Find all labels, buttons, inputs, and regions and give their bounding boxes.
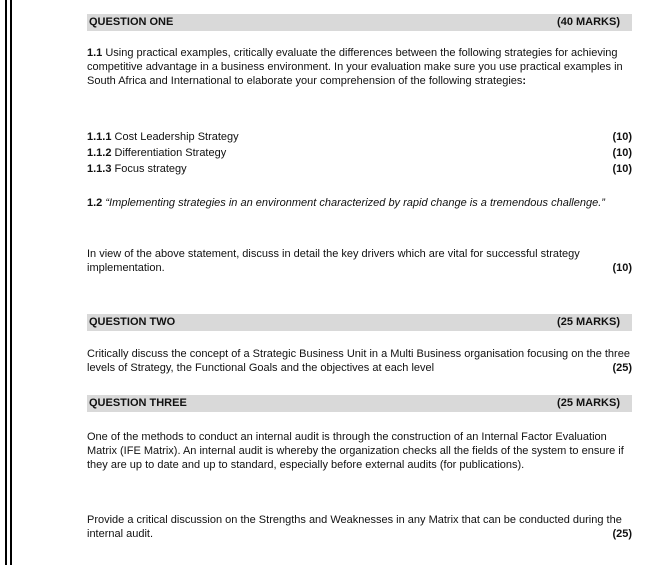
question-three-paragraph-1 bbox=[87, 430, 632, 472]
question-three-paragraph-2 bbox=[87, 513, 632, 541]
sub-number: 1.1.2 bbox=[87, 147, 112, 159]
sub-question-1-1-1 bbox=[87, 130, 632, 144]
colon: : bbox=[522, 75, 527, 87]
question-marks: (25 MARKS) bbox=[557, 397, 620, 409]
sub-marks: (10) bbox=[612, 131, 632, 143]
question-title: QUESTION TWO bbox=[89, 316, 176, 328]
question-two-text bbox=[87, 347, 632, 375]
question-body-marks: (25) bbox=[612, 362, 632, 374]
quote-text: “Implementing strategies in an environment characterized by rapid change is a tremendous challenge.” bbox=[105, 197, 605, 209]
paragraph-text: One of the methods to conduct an internal audit is through the construction of an Internal Factor Evaluation Matrix (IFE Matrix). An internal audit is whereby the organization checks all the fields of the system to ensure if they are up to date and up to standard, especially before external audits (for publications). bbox=[87, 431, 624, 471]
sub-question-1-1-2 bbox=[87, 146, 632, 160]
question-body: Critically discuss the concept of a Strategic Business Unit in a Multi Business organisation focusing on the three levels of Strategy, the Functional Goals and the objectives at each level bbox=[87, 348, 630, 374]
item-text: Using practical examples, critically evaluate the differences between the following strategies for achieving competitive advantage in a business environment. In your evaluation make sure you use practical examples in South Africa and International to elaborate your comprehension of the following strategies bbox=[87, 47, 623, 87]
sub-number: 1.1.1 bbox=[87, 131, 112, 143]
margin-rule-outer bbox=[5, 0, 7, 565]
sub-marks: (10) bbox=[612, 147, 632, 159]
instruction-marks: (10) bbox=[612, 262, 632, 274]
question-1-1-text bbox=[87, 46, 632, 88]
question-title: QUESTION ONE bbox=[89, 16, 174, 28]
question-1-2-quote bbox=[87, 196, 632, 210]
item-number: 1.1 bbox=[87, 47, 103, 59]
sub-number: 1.1.3 bbox=[87, 163, 112, 175]
sub-marks: (10) bbox=[612, 163, 632, 175]
question-marks: (25 MARKS) bbox=[557, 316, 620, 328]
margin-rule-inner bbox=[10, 0, 12, 565]
question-one-header bbox=[87, 14, 632, 31]
paragraph-text: Provide a critical discussion on the Strengths and Weaknesses in any Matrix that can be conducted during the internal audit. bbox=[87, 514, 622, 540]
question-marks: (40 MARKS) bbox=[557, 16, 620, 28]
sub-label: Cost Leadership Strategy bbox=[114, 131, 239, 143]
instruction-text: In view of the above statement, discuss in detail the key drivers which are vital for successful strategy implementation. bbox=[87, 248, 580, 274]
question-three-header bbox=[87, 395, 632, 412]
sub-question-1-1-3 bbox=[87, 162, 632, 176]
sub-label: Focus strategy bbox=[114, 163, 187, 175]
question-title: QUESTION THREE bbox=[89, 397, 187, 409]
question-two-header bbox=[87, 314, 632, 331]
item-number: 1.2 bbox=[87, 197, 103, 209]
paragraph-marks: (25) bbox=[612, 528, 632, 540]
question-1-2-instruction bbox=[87, 247, 632, 275]
sub-label: Differentiation Strategy bbox=[114, 147, 227, 159]
